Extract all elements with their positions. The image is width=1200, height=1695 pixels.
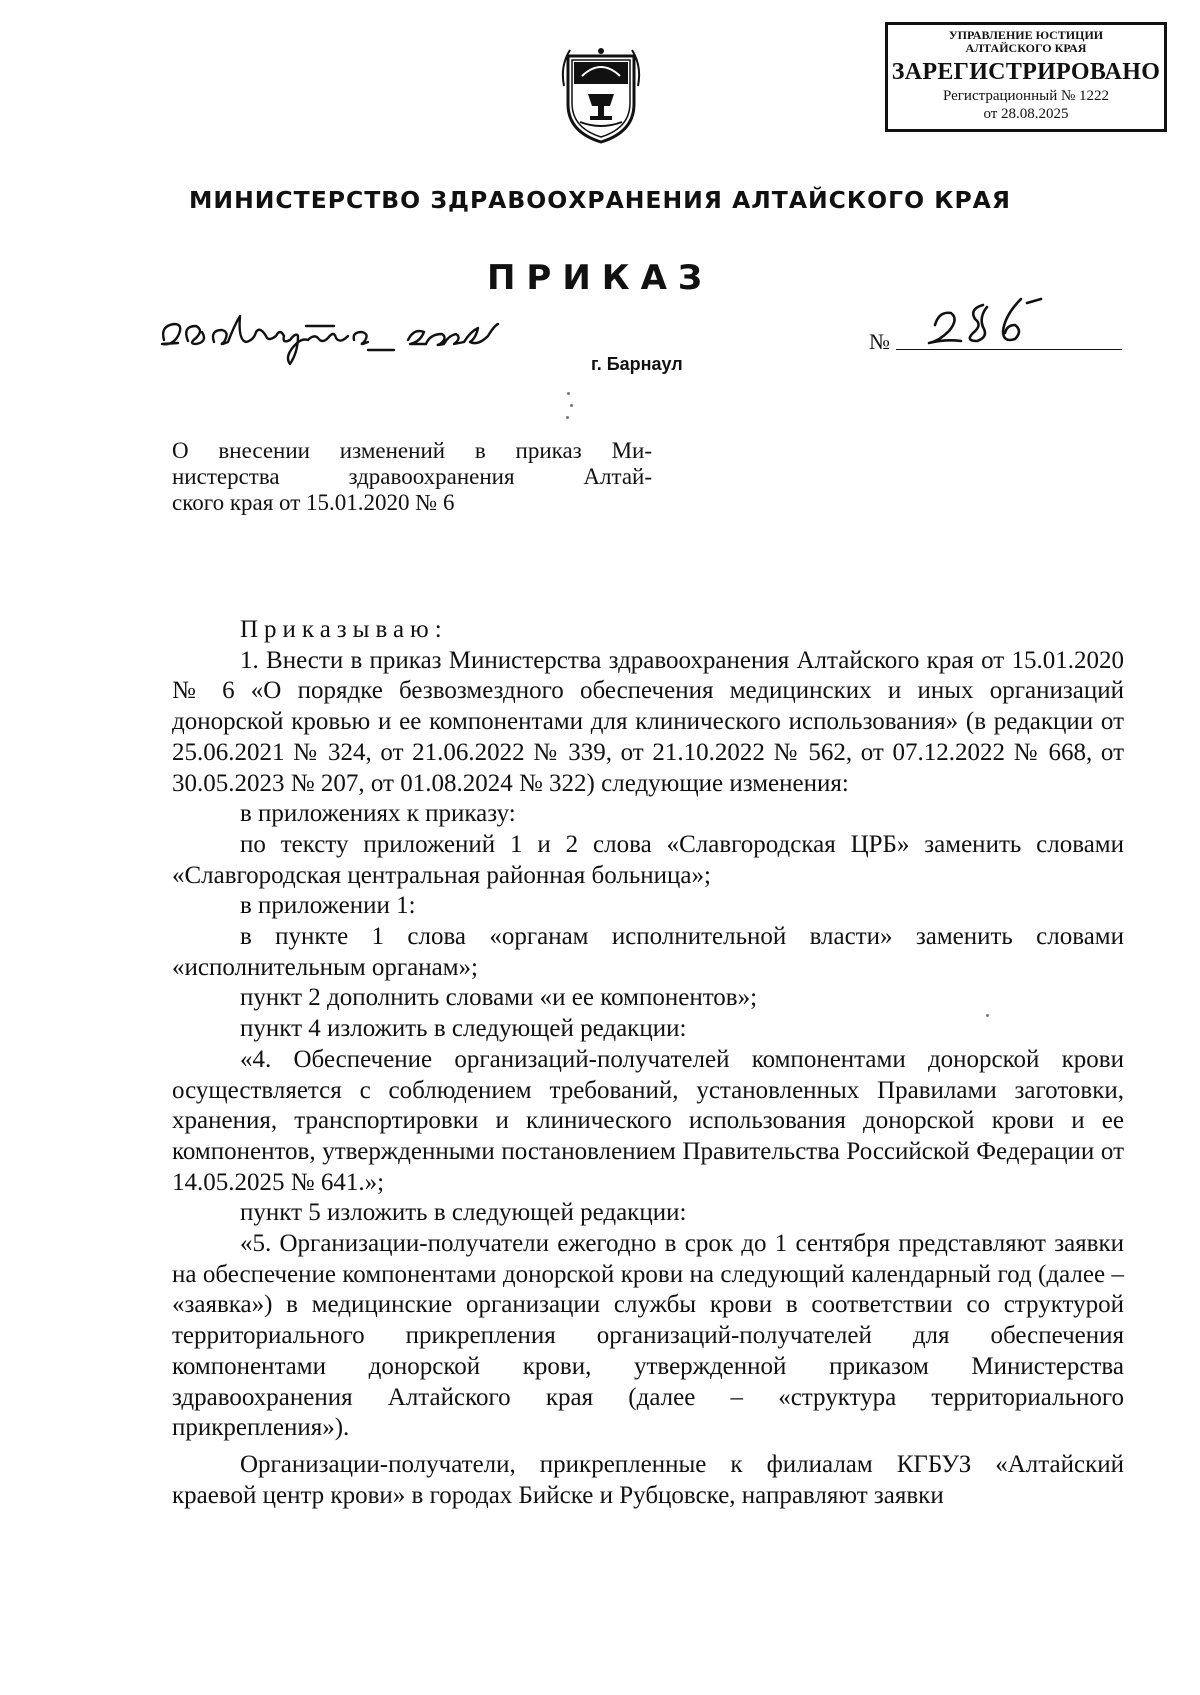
order-word: Приказываю: (240, 616, 448, 643)
ministry-heading: МИНИСТЕРСТВО ЗДРАВООХРАНЕНИЯ АЛТАЙСКОГО КРАЯ (189, 186, 1011, 214)
stamp-registration-date: от 28.08.2025 (983, 106, 1069, 122)
body-paragraph-6: пункт 2 дополнить словами «и ее компонентов»; (240, 984, 758, 1012)
body-paragraph-10: «5. Организации-получатели ежегодно в срок до 1 сентября представляют заявки на обеспечение компонентами донорской крови на следующий календарный год (далее – «заявка») в медицинские организации службы крови в соответствии со структурой территориального прикрепления организаций-получателей для обеспечения компонентами донорской крови, утвержденной приказом Министерства здравоохранения Алтайского края (далее – «структура территориального прикрепления»). (172, 1230, 1124, 1442)
body-paragraph-9: пункт 5 изложить в следующей редакции: (240, 1199, 687, 1227)
body-paragraph-5: в пункте 1 слова «органам исполнительной власти» заменить словами «исполнительным органам»; (172, 923, 1124, 981)
body-paragraph-4: в приложении 1: (240, 892, 416, 920)
subject-line-2: нистерства здравоохранения Алтай- (172, 464, 652, 489)
subject-line-1: О внесении изменений в приказ Ми- (172, 438, 652, 463)
subject-line-3: ского края от 15.01.2020 № 6 (172, 490, 455, 515)
altai-coat-of-arms-emblem (560, 46, 642, 144)
body-paragraph-7: пункт 4 изложить в следующей редакции: (240, 1015, 687, 1043)
body-paragraph-11: Организации-получатели, прикрепленные к филиалам КГБУЗ «Алтайский краевой центр крови» в городах Бийске и Рубцовске, направляют заявки (172, 1450, 1124, 1509)
document-type-title: ПРИКАЗ (486, 258, 714, 298)
body-paragraph-2: в приложениях к приказу: (240, 800, 516, 828)
scan-speck (570, 404, 573, 407)
body-paragraph-8: «4. Обеспечение организаций-получателей компонентами донорской крови осуществляется с соблюдением требований, установленных Правилами заготовки, хранения, транспортировки и клинического использования донорской крови и ее компонентов, утвержденными постановлением Правительства Российской Федерации от 14.05.2025 № 641.»; (172, 1045, 1124, 1196)
scan-speck (567, 392, 570, 395)
order-body (172, 615, 1124, 1511)
stamp-status: ЗАРЕГИСТРИРОВАНО (891, 59, 1161, 85)
body-paragraph-3: по тексту приложений 1 и 2 слова «Славгородская ЦРБ» заменить словами «Славгородская центральная районная больница»; (172, 830, 1124, 889)
scan-speck (566, 416, 569, 419)
order-subject (172, 438, 652, 516)
stamp-registration-number: Регистрационный № 1222 (942, 88, 1110, 104)
city-label: г. Барнаул (591, 354, 683, 374)
handwritten-number (925, 295, 1075, 355)
registration-stamp (885, 22, 1167, 132)
number-sign: № (869, 329, 890, 354)
handwritten-date (158, 296, 523, 370)
stamp-authority-line: УПРАВЛЕНИЕ ЮСТИЦИИ (948, 28, 1104, 42)
body-paragraph-1: 1. Внести в приказ Министерства здравоохранения Алтайского края от 15.01.2020 № 6 «О порядке безвозмездного обеспечения медицинских и иных организаций донорской кровью и ее компонентами для клинического использования» (в редакции от 25.06.2021 № 324, от 21.06.2022 № 339, от 21.10.2022 № 562, от 07.12.2022 № 668, от 30.05.2023 № 207, от 01.08.2024 № 322) следующие изменения: (172, 646, 1124, 797)
stamp-region-line: АЛТАЙСКОГО КРАЯ (965, 41, 1087, 55)
